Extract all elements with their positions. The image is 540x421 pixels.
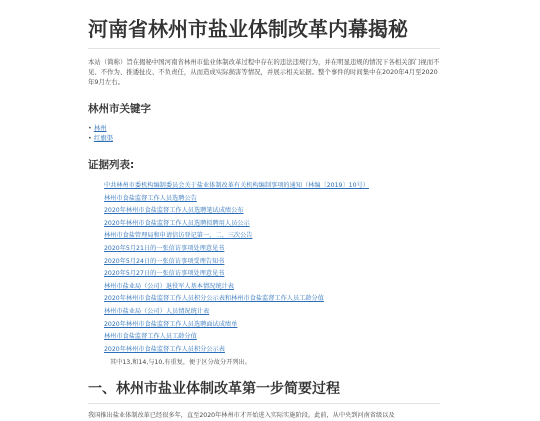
evidence-item (104, 319, 440, 332)
evidence-list (88, 180, 440, 356)
evidence-link[interactable]: 2020年林州市食盐监督工作人员选聘拟聘用人员公示 (104, 219, 250, 227)
evidence-item (104, 230, 440, 243)
evidence-item (104, 344, 440, 357)
evidence-link[interactable]: 林州市盐业局（公司）人员情况统计表 (104, 307, 210, 315)
keyword-item (88, 124, 440, 134)
section-paragraph: 我国推出盐业体制改革已经很多年，直至2020年林州市才开始进入实际实施阶段。此前，从中央到河南省级以及 (88, 412, 395, 420)
evidence-link[interactable]: 中共林州市委机构编制委员会关于盐业体制改革有关机构编制事项的通知（林编〔2019〕10号） (104, 182, 369, 189)
evidence-link[interactable]: 林州市盐业局（公司）退役军人基本情况统计表 (104, 282, 234, 290)
evidence-item (104, 331, 440, 344)
evidence-item (104, 293, 440, 306)
evidence-item (104, 281, 440, 294)
evidence-item (104, 193, 440, 206)
keyword-list (88, 124, 440, 143)
section-heading: 一、林州市盐业体制改革第一步简要过程 (88, 378, 440, 404)
evidence-note: 其中13,和14,与10,有重复，便于区分故分开列出。 (110, 359, 251, 367)
evidence-item (104, 243, 440, 256)
evidence-link[interactable]: 2020年5月21日的一张信访事项处理意见书 (104, 244, 225, 252)
evidence-link[interactable]: 2020年5月24日的一张信访事项受理告知书 (104, 257, 225, 265)
evidence-item (104, 268, 440, 281)
evidence-link[interactable]: 林州市食盐监督工作人员工龄分值 (104, 333, 197, 341)
keyword-link-hongqiqu[interactable]: 红旗渠 (93, 133, 113, 142)
evidence-link[interactable]: 2020年林州市食盐监督工作人员积分公示表和林州市食盐监督工作人员工龄分值 (104, 295, 324, 303)
intro-paragraph: 本站（简称）旨在揭秘中国河南省林州市盐业体制改革过程中存在的违法违规行为，并在明显违规的情况下各相关部门视而不见、不作为、推诿扯皮、不负责任，从而造成实际损害等情况，并展示相关证据。整个事件的时间集中在2020年4月至2020年9月左右。 (88, 58, 440, 86)
evidence-item (104, 256, 440, 269)
evidence-item (104, 205, 440, 218)
evidence-item (104, 306, 440, 319)
article (88, 0, 440, 421)
evidence-link[interactable]: 林州市食盐管理局和申请信访登记第一、二、三次公告 (104, 232, 253, 240)
evidence-link[interactable]: 2020年林州市食盐监督工作人员选聘笔试成绩公布 (104, 207, 244, 215)
evidence-link[interactable]: 林州市食盐监督工作人员选聘公告 (104, 194, 197, 202)
keywords-heading: 林州市关键字 (88, 103, 151, 115)
evidence-item (104, 218, 440, 231)
evidence-link[interactable]: 2020年林州市食盐监督工作人员积分公示表 (104, 345, 225, 353)
keyword-item (88, 134, 440, 144)
page-title: 河南省林州市盐业体制改革内幕揭秘 (88, 0, 440, 49)
evidence-link[interactable]: 2020年5月27日的一张信访事项处理意见书 (104, 270, 225, 278)
keyword-link-linzhou[interactable]: 林州 (93, 124, 107, 132)
evidence-heading: 证据列表: (88, 159, 135, 171)
evidence-item (104, 180, 440, 193)
evidence-link[interactable]: 2020年林州市食盐监督工作人员选聘面试成绩单 (104, 320, 238, 328)
